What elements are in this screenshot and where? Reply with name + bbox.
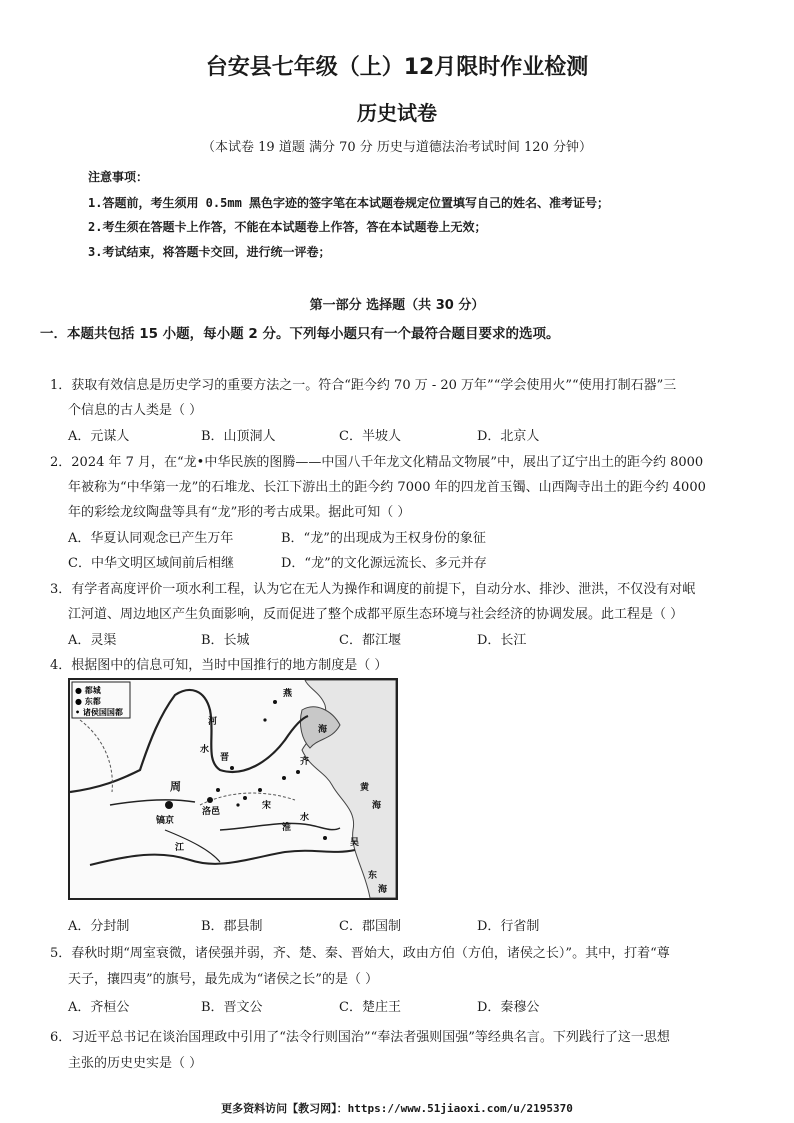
label-sea: 海 [378,885,388,895]
section-instruction: 一．本题共包括 15 小题，每小题 2 分。下列每小题只有一个最符合题目要求的选项。 [40,326,560,342]
label-sea: 海 [318,725,328,735]
option-c: C．半坡人 [339,429,401,444]
luoyi-marker [207,797,213,803]
label-yan: 燕 [283,689,293,699]
vassal-marker [243,796,247,800]
option-c: C．郡国制 [339,919,401,934]
exam-subtitle: 历史试卷 [357,101,437,125]
option-a: A．华夏认同观念已产生万年 [68,531,234,546]
map-graphic [70,680,396,898]
label-zhou: 周 [170,780,181,793]
label-luoyi: 洛邑 [202,807,221,817]
notice-item: 1.答题前，考生须用 0.5mm 黑色字迹的签字笔在本试题卷规定位置填写自己的姓名、准考证号； [88,196,610,210]
question-2-text: 年被称为“中华第一龙”的石堆龙、长江下游出土的距今约 7000 年的四龙首玉镯、山西陶寺出土的距今约 4000 [68,480,706,495]
label-sea: 海 [372,801,382,811]
option-b: B．郡县制 [201,919,263,934]
notice-item: 3.考试结束，将答题卡交回，进行统一评卷； [88,245,331,259]
option-b: B．山顶洞人 [201,429,276,444]
vassal-marker [323,836,327,840]
haojing-marker [165,801,173,809]
question-1-text: 1．获取有效信息是历史学习的重要方法之一。符合“距今约 70 万 - 20 万年”“学会使用火”“使用打制石器”三 [50,378,677,393]
label-he: 河 [208,717,218,727]
option-d: D．长江 [477,633,527,648]
label-yellow: 黄 [360,783,370,793]
vassal-marker [236,803,239,806]
vassal-marker [273,700,277,704]
label-qi: 齐 [300,757,310,767]
label-jiang: 江 [175,843,185,853]
label-jin: 晋 [220,753,230,763]
question-1-text: 个信息的古人类是（ ） [68,403,203,418]
notice-heading: 注意事项： [88,170,149,184]
option-a: A．分封制 [68,919,130,934]
legend-vassal-capital: • 诸侯国国都 [75,708,123,717]
option-b: B．长城 [201,633,250,648]
vassal-marker [263,718,266,721]
option-a: A．灵渠 [68,633,117,648]
footer-link[interactable]: 更多资料访问【教习网】：https://www.51jiaoxi.com/u/2195370 [221,1102,573,1115]
option-d: D．秦穆公 [477,1000,540,1015]
exam-info: （本试卷 19 道题 满分 70 分 历史与道德法治考试时间 120 分钟） [202,140,592,155]
section-title: 第一部分 选择题（共 30 分） [309,298,485,313]
option-c: C．楚庄王 [339,1000,401,1015]
exam-title: 台安县七年级（上）12月限时作业检测 [205,55,589,80]
label-shui2: 水 [300,813,310,823]
label-east: 东 [368,871,378,881]
question-2-text: 2．2024 年 7 月，在“龙•中华民族的图腾——中国八千年龙文化精品文物展”中，展出了辽宁出土的距今约 8000 [50,455,704,470]
vassal-marker [258,788,262,792]
historical-map [68,678,398,900]
label-haojing: 镐京 [156,816,175,826]
question-3-text: 3．有学者高度评价一项水利工程，认为它在无人为操作和调度的前提下，自动分水、排沙、泄洪，不仅没有对岷 [50,582,696,597]
vassal-marker [296,770,300,774]
vassal-marker [282,776,286,780]
question-2-text: 年的彩绘龙纹陶盘等具有“龙”形的考古成果。据此可知（ ） [68,505,411,520]
label-huai: 淮 [282,823,292,833]
question-6-text: 6．习近平总书记在谈治国理政中引用了“法令行则国治”“奉法者强则国强”等经典名言。下列践行了这一思想 [50,1030,670,1045]
option-b: B．晋文公 [201,1000,263,1015]
option-a: A．齐桓公 [68,1000,130,1015]
question-3-text: 江河道、周边地区产生负面影响，反而促进了整个成都平原生态环境与社会经济的协调发展。此工程是（ ） [68,607,684,622]
question-5-text: 天子，攘四夷”的旗号，最先成为“诸侯之长”的是（ ） [68,972,379,987]
option-d: D．“龙”的文化源远流长、多元并存 [281,556,487,571]
option-b: B．“龙”的出现成为王权身份的象征 [281,531,486,546]
label-song: 宋 [262,801,272,811]
option-c: C．都江堰 [339,633,401,648]
question-4-text: 4．根据图中的信息可知，当时中国推行的地方制度是（ ） [50,658,388,673]
question-6-text: 主张的历史史实是（ ） [68,1056,203,1071]
legend-capital: ● 都城 [75,686,101,695]
question-5-text: 5．春秋时期“周室衰微，诸侯强并弱，齐、楚、秦、晋始大，政由方伯（方伯，诸侯之长）”。其中，打着“尊 [50,946,670,961]
option-a: A．元谋人 [68,429,130,444]
vassal-marker [216,788,220,792]
notice-item: 2.考生须在答题卡上作答，不能在本试题卷上作答，答在本试题卷上无效； [88,220,487,234]
label-wu: 吴 [350,838,360,848]
option-d: D．行省制 [477,919,540,934]
vassal-marker [230,766,234,770]
legend-east-capital: ● 东都 [75,697,101,706]
option-d: D．北京人 [477,429,540,444]
option-c: C．中华文明区域间前后相继 [68,556,234,571]
label-shui: 水 [200,745,210,755]
